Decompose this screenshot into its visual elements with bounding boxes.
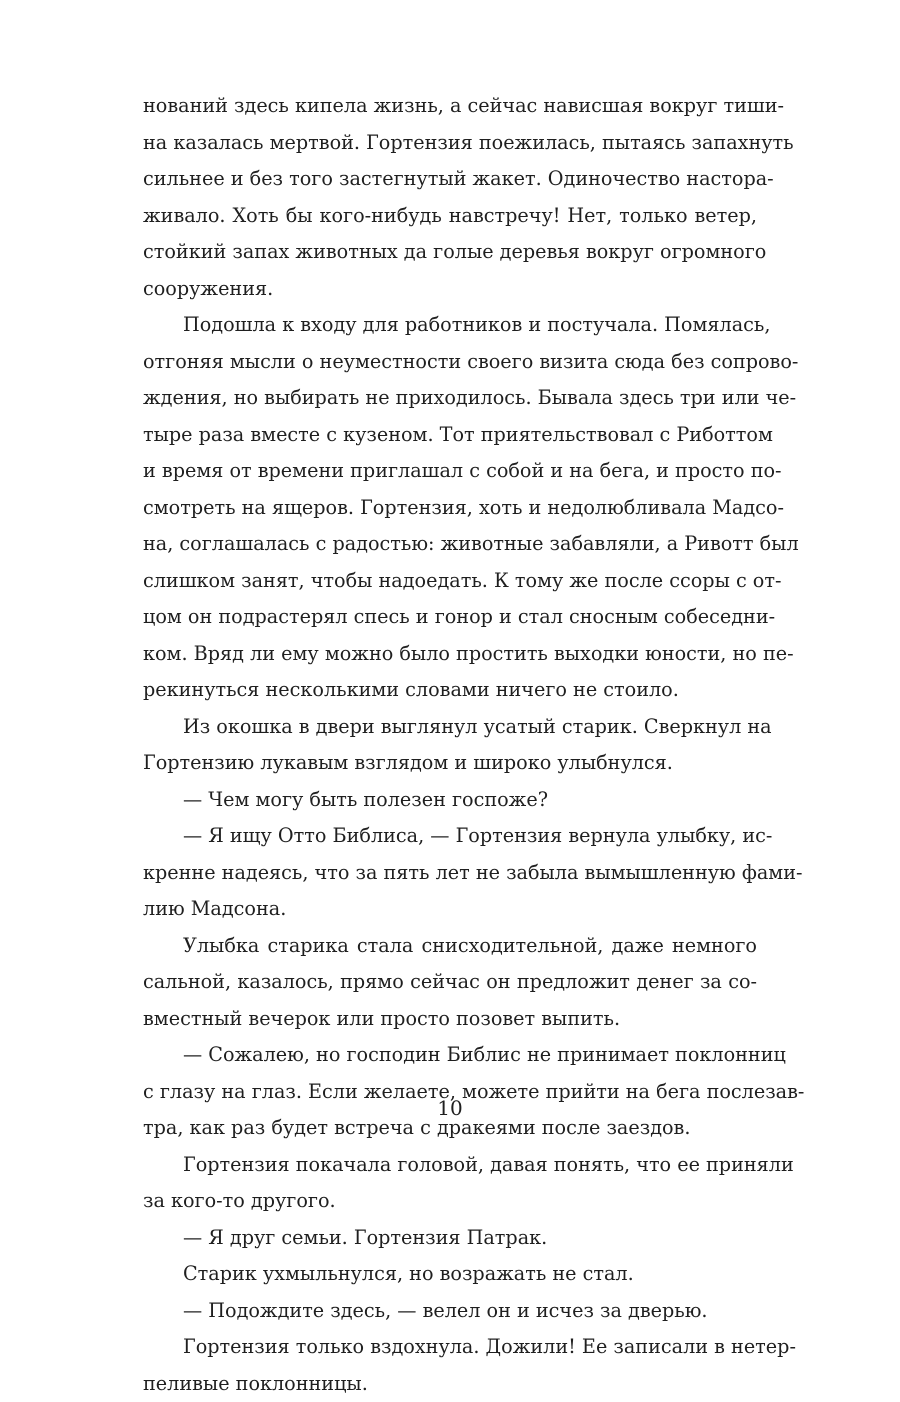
text-line: вместный вечерок или просто позовет выпить. xyxy=(143,1001,757,1038)
text-line: смотреть на ящеров. Гортензия, хоть и недолюбливала Мадсо- xyxy=(143,490,757,527)
text-line: слишком занят, чтобы надоедать. К тому же после ссоры с от- xyxy=(143,563,757,600)
text-line: Гортензию лукавым взглядом и широко улыбнулся. xyxy=(143,745,757,782)
text-line: отгоняя мысли о неуместности своего визита сюда без сопрово- xyxy=(143,344,757,381)
text-line: Из окошка в двери выглянул усатый старик. Сверкнул на xyxy=(143,709,757,746)
text-line: на, соглашалась с радостью: животные забавляли, а Ривотт был xyxy=(143,526,757,563)
text-line: Гортензия покачала головой, давая понять, что ее приняли xyxy=(143,1147,757,1184)
text-line: Подошла к входу для работников и постучала. Помялась, xyxy=(143,307,757,344)
text-line: кренне надеясь, что за пять лет не забыла вымышленную фами- xyxy=(143,855,757,892)
text-line: стойкий запах животных да голые деревья вокруг огромного xyxy=(143,234,757,271)
text-line: тра, как раз будет встреча с дракеями после заездов. xyxy=(143,1110,757,1147)
page-number: 10 xyxy=(0,1094,900,1122)
text-line: Гортензия только вздохнула. Дожили! Ее записали в нетер- xyxy=(143,1329,757,1366)
text-line: — Подождите здесь, — велел он и исчез за дверью. xyxy=(143,1293,757,1330)
text-line: пеливые поклонницы. xyxy=(143,1366,757,1402)
text-line: ждения, но выбирать не приходилось. Бывала здесь три или че- xyxy=(143,380,757,417)
text-line: ком. Вряд ли ему можно было простить выходки юности, но пе- xyxy=(143,636,757,673)
text-line: — Я ищу Отто Библиса, — Гортензия вернула улыбку, ис- xyxy=(143,818,757,855)
text-line: лию Мадсона. xyxy=(143,891,757,928)
text-line: нований здесь кипела жизнь, а сейчас нависшая вокруг тиши- xyxy=(143,88,757,125)
text-line: живало. Хоть бы кого-нибудь навстречу! Нет, только ветер, xyxy=(143,198,757,235)
text-line: сильнее и без того застегнутый жакет. Одиночество настора- xyxy=(143,161,757,198)
text-line: с глазу на глаз. Если желаете, можете прийти на бега послезав- xyxy=(143,1074,757,1111)
text-line: за кого-то другого. xyxy=(143,1183,757,1220)
text-line: Старик ухмыльнулся, но возражать не стал. xyxy=(143,1256,757,1293)
text-line: сальной, казалось, прямо сейчас он предложит денег за со- xyxy=(143,964,757,1001)
text-line: тыре раза вместе с кузеном. Тот приятельствовал с Риботтом xyxy=(143,417,757,454)
text-line: и время от времени приглашал с собой и на бега, и просто по- xyxy=(143,453,757,490)
text-line: — Я друг семьи. Гортензия Патрак. xyxy=(143,1220,757,1257)
text-line: Улыбка старика стала снисходительной, даже немного xyxy=(143,928,757,965)
text-line: на казалась мертвой. Гортензия поежилась, пытаясь запахнуть xyxy=(143,125,757,162)
text-line: — Сожалею, но господин Библис не принимает поклонниц xyxy=(143,1037,757,1074)
body-text xyxy=(143,88,757,1402)
text-line: рекинуться несколькими словами ничего не стоило. xyxy=(143,672,757,709)
text-line: цом он подрастерял спесь и гонор и стал сносным собеседни- xyxy=(143,599,757,636)
text-line: сооружения. xyxy=(143,271,757,308)
text-line: — Чем могу быть полезен госпоже? xyxy=(143,782,757,819)
